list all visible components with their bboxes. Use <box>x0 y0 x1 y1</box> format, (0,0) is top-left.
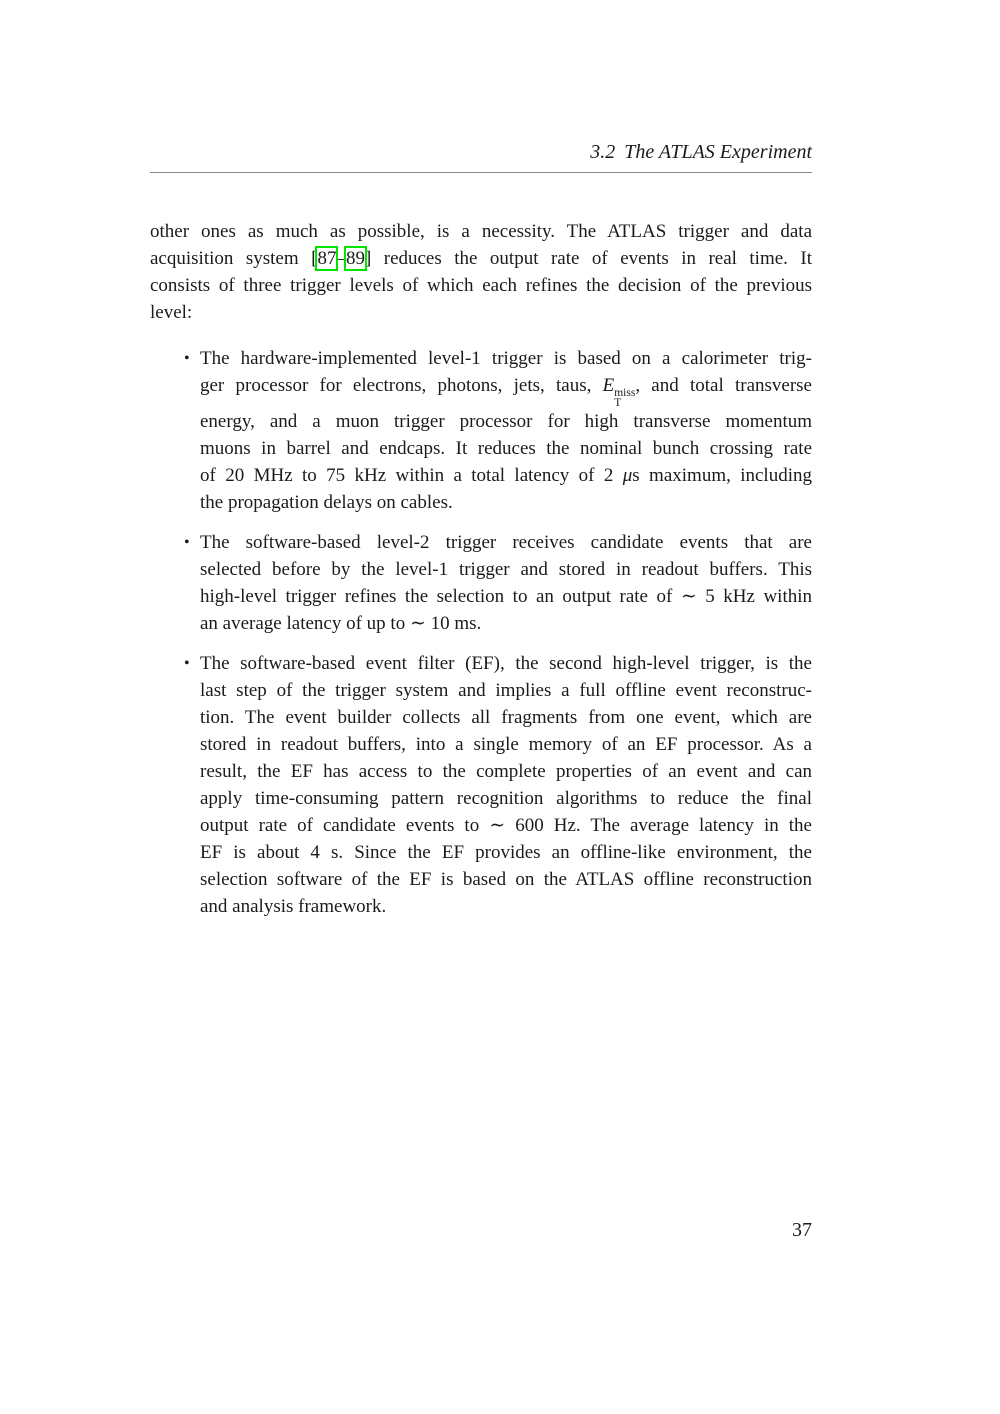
text-line: energy, and a muon trigger processor for high transverse momentum <box>200 411 812 432</box>
bullet-marker-icon: • <box>184 655 190 672</box>
text-line: the propagation delays on cables. <box>200 492 453 513</box>
text-line: result, the EF has access to the complete properties of an event and can <box>200 761 812 782</box>
citation-range-dash: – <box>336 248 346 269</box>
text-line: last step of the trigger system and implies a full offline event reconstruc- <box>200 680 812 701</box>
page-body <box>150 218 812 933</box>
text-line: The software-based event filter (EF), the second high-level trigger, is the <box>200 653 812 674</box>
text-line: other ones as much as possible, is a necessity. The ATLAS trigger and data <box>150 221 812 242</box>
citation-link-87[interactable]: 87 <box>317 248 337 269</box>
text-segment: , and total transverse <box>635 375 812 396</box>
text-line: EF is about 4 s. Since the EF provides an offline-like environment, the <box>200 842 812 863</box>
text-line: selection software of the EF is based on the ATLAS offline reconstruction <box>200 869 812 890</box>
text-line: stored in readout buffers, into a single memory of an EF processor. As a <box>200 734 812 755</box>
text-line: muons in barrel and endcaps. It reduces the nominal bunch crossing rate <box>200 438 812 459</box>
text-segment: ger processor for electrons, photons, jets, taus, <box>200 375 603 396</box>
bullet-item-event-filter <box>184 650 812 920</box>
intro-paragraph <box>150 218 812 326</box>
text-line: tion. The event builder collects all fragments from one event, which are <box>200 707 812 728</box>
etmiss-symbol-base: E <box>602 375 615 396</box>
text-segment: of 20 MHz to 75 kHz within a total latency of 2 <box>200 465 623 486</box>
text-line: consists of three trigger levels of which each refines the decision of the previous <box>150 275 812 296</box>
text-segment: s maximum, including <box>632 465 812 486</box>
text-line: The software-based level-2 trigger receives candidate events that are <box>200 532 812 553</box>
text-line <box>200 372 812 408</box>
etmiss-superscript: miss <box>614 387 636 399</box>
text-line: selected before by the level-1 trigger and stored in readout buffers. This <box>200 559 812 580</box>
text-line: level: <box>150 302 193 323</box>
text-line: apply time-consuming pattern recognition algorithms to reduce the final <box>200 788 812 809</box>
etmiss-symbol-scripts <box>614 388 635 408</box>
text-line: and analysis framework. <box>200 896 387 917</box>
section-number: 3.2 <box>590 141 616 163</box>
text-line <box>150 245 812 272</box>
page-number: 37 <box>792 1219 812 1241</box>
header-rule <box>150 172 812 173</box>
section-title: The ATLAS Experiment <box>624 141 812 163</box>
text-segment: acquisition system [ <box>150 248 318 269</box>
bullet-item-level1-trigger <box>184 345 812 516</box>
citation-link-89[interactable]: 89 <box>345 248 365 269</box>
text-line: output rate of candidate events to ∼ 600 Hz. The average latency in the <box>200 815 812 836</box>
bullet-marker-icon: • <box>184 534 190 551</box>
text-line: high-level trigger refines the selection to an output rate of ∼ 5 kHz within <box>200 586 812 607</box>
text-line: an average latency of up to ∼ 10 ms. <box>200 613 482 634</box>
running-header <box>150 141 812 164</box>
bullet-list <box>150 345 812 920</box>
text-line: The hardware-implemented level-1 trigger is based on a calorimeter trig- <box>200 348 812 369</box>
etmiss-subscript: T <box>614 397 622 409</box>
bullet-item-level2-trigger <box>184 529 812 637</box>
bullet-marker-icon: • <box>184 350 190 367</box>
text-line <box>200 462 812 489</box>
mu-symbol: μ <box>622 465 633 486</box>
text-segment: ] reduces the output rate of events in real time. It <box>364 248 812 269</box>
